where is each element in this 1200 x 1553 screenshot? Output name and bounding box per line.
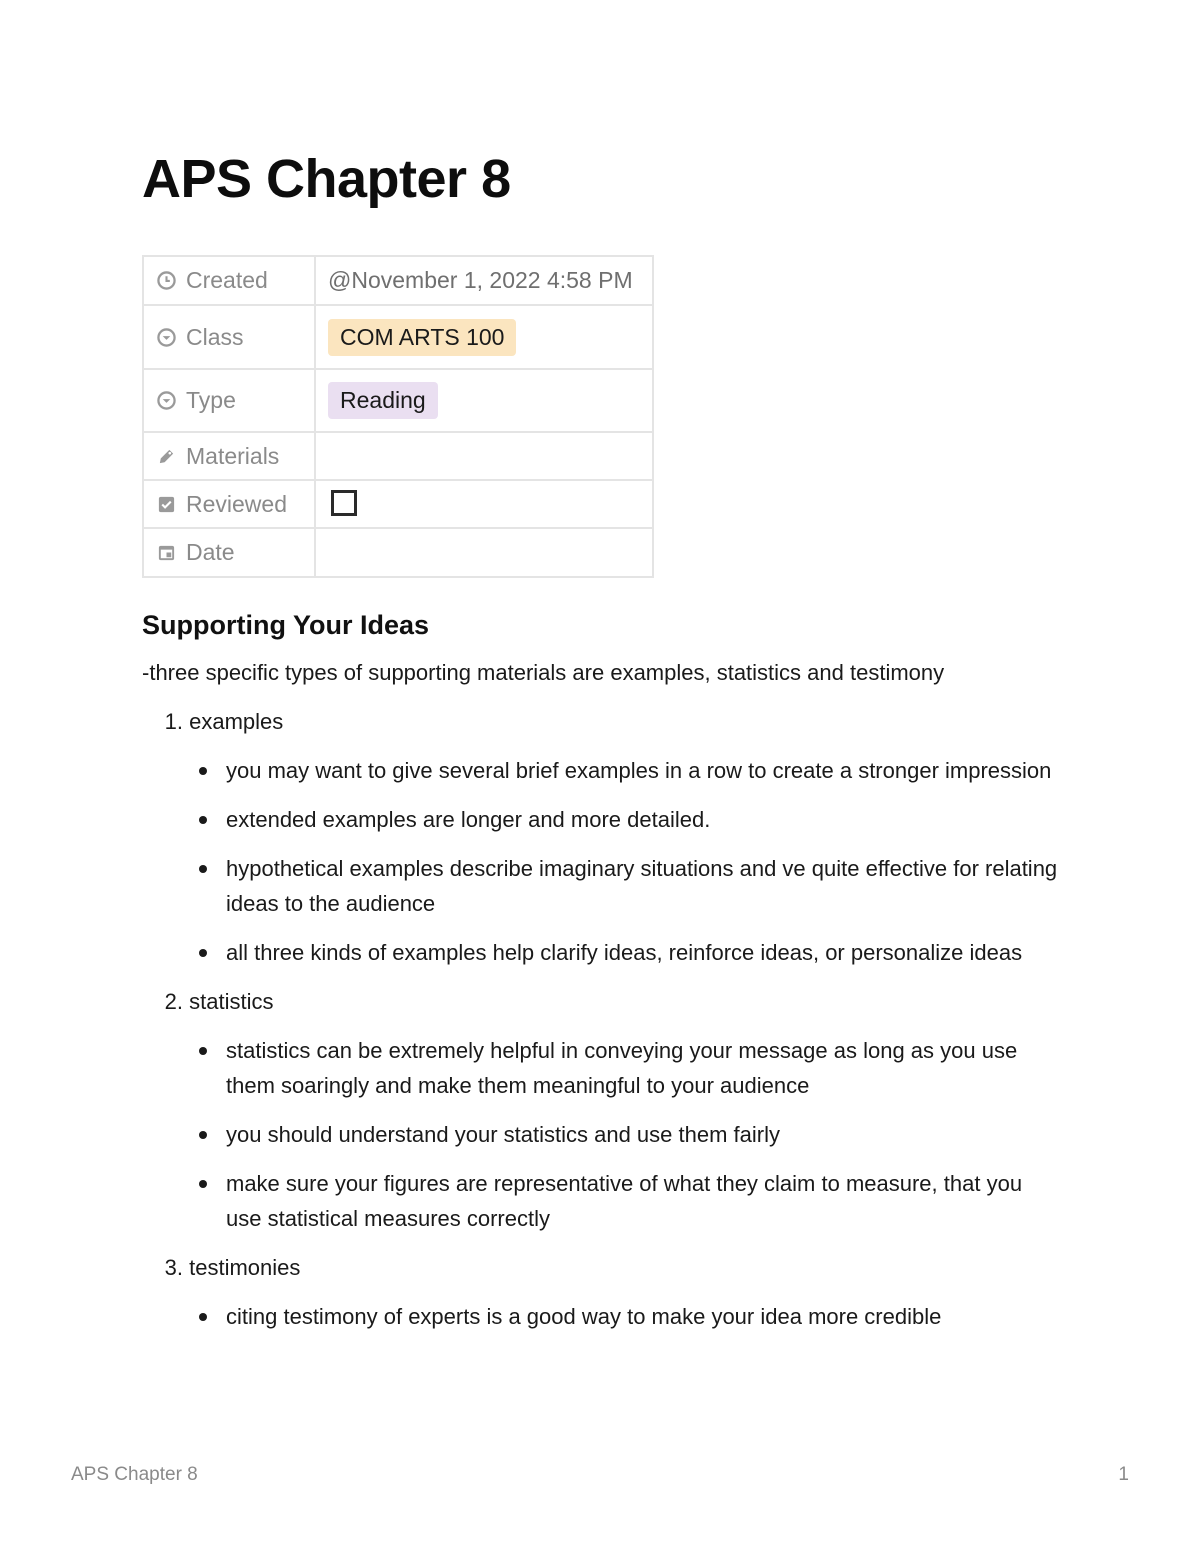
bullet-text: extended examples are longer and more detailed.	[226, 807, 711, 832]
bullet-text: all three kinds of examples help clarify ideas, reinforce ideas, or personalize ideas	[226, 940, 1023, 965]
created-value[interactable]: @November 1, 2022 4:58 PM	[315, 256, 653, 305]
class-value[interactable]	[315, 305, 653, 369]
property-row-created	[143, 256, 653, 305]
date-value[interactable]	[315, 528, 653, 577]
bullet-dot	[199, 816, 207, 824]
property-label: Date	[186, 539, 235, 565]
bullet-text: make sure your figures are representative of what they claim to measure, that you use statistical measures correctly	[226, 1171, 1023, 1231]
bullet-list	[142, 753, 1062, 970]
property-row-materials	[143, 432, 653, 480]
calendar-icon	[156, 543, 176, 563]
select-icon	[156, 391, 176, 411]
reviewed-value	[315, 480, 653, 528]
type-value[interactable]	[315, 369, 653, 432]
property-label: Type	[186, 387, 236, 413]
bullet-dot	[199, 949, 207, 957]
bullet-list	[142, 1299, 1062, 1334]
bullet-item	[142, 1117, 1062, 1152]
bullet-text: hypothetical examples describe imaginary situations and ve quite effective for relating ideas to the audience	[226, 856, 1058, 916]
list-item-testimonies	[142, 1250, 1062, 1334]
property-label: Materials	[186, 442, 280, 469]
checkbox-icon	[156, 494, 176, 514]
page-number: 1	[1118, 1464, 1129, 1485]
property-key-cell	[143, 528, 315, 577]
footer-title: APS Chapter 8	[71, 1464, 198, 1485]
bullet-text: statistics can be extremely helpful in conveying your message as long as you use them soaringly and make them meaningful to your audience	[226, 1038, 1018, 1098]
property-label: Created	[186, 267, 268, 293]
bullet-item	[142, 802, 1062, 837]
bullet-item	[142, 1166, 1062, 1236]
clock-icon	[156, 271, 176, 291]
bullet-dot	[199, 865, 207, 873]
bullet-item	[142, 935, 1062, 970]
bullet-dot	[199, 1180, 207, 1188]
property-label: Class	[186, 323, 244, 350]
class-tag[interactable]: COM ARTS 100	[328, 319, 516, 356]
bullet-dot	[199, 767, 207, 775]
list-item-statistics	[142, 984, 1062, 1236]
property-row-class	[143, 305, 653, 369]
bullet-list	[142, 1033, 1062, 1236]
bullet-text: you may want to give several brief examples in a row to create a stronger impression	[226, 758, 1052, 783]
bullet-item	[142, 753, 1062, 788]
property-row-date	[143, 528, 653, 577]
type-tag[interactable]: Reading	[328, 382, 438, 419]
intro-paragraph: -three specific types of supporting materials are examples, statistics and testimony	[142, 660, 945, 685]
bullet-text: citing testimony of experts is a good way to make your idea more credible	[226, 1304, 942, 1329]
bullet-dot	[199, 1131, 207, 1139]
reviewed-checkbox[interactable]	[331, 490, 357, 516]
bullet-item	[142, 1033, 1062, 1103]
list-number: 1.	[164, 709, 183, 734]
list-item-label: examples	[189, 709, 284, 734]
property-key-cell	[143, 369, 315, 432]
bullet-text: you should understand your statistics and use them fairly	[226, 1122, 780, 1147]
page-title: APS Chapter 8	[142, 149, 511, 209]
list-item-label: testimonies	[189, 1255, 301, 1280]
bullet-dot	[199, 1047, 207, 1055]
property-row-type	[143, 369, 653, 432]
property-key-cell	[143, 432, 315, 480]
section-content	[142, 655, 1062, 1348]
select-icon	[156, 327, 176, 347]
bullet-item	[142, 851, 1062, 921]
list-item-label: statistics	[189, 989, 274, 1014]
list-item-examples	[142, 704, 1062, 970]
numbered-list	[142, 704, 1062, 1334]
property-label: Reviewed	[186, 490, 287, 517]
list-number: 2.	[164, 989, 183, 1014]
list-number: 3.	[164, 1255, 183, 1280]
bullet-dot	[199, 1313, 207, 1321]
attachment-icon	[156, 446, 176, 466]
property-row-reviewed	[143, 480, 653, 528]
materials-value[interactable]	[315, 432, 653, 480]
property-key-cell	[143, 480, 315, 528]
property-key-cell	[143, 256, 315, 305]
property-key-cell	[143, 305, 315, 369]
section-heading: Supporting Your Ideas	[142, 610, 430, 640]
bullet-item	[142, 1299, 1062, 1334]
properties-table	[142, 255, 654, 578]
